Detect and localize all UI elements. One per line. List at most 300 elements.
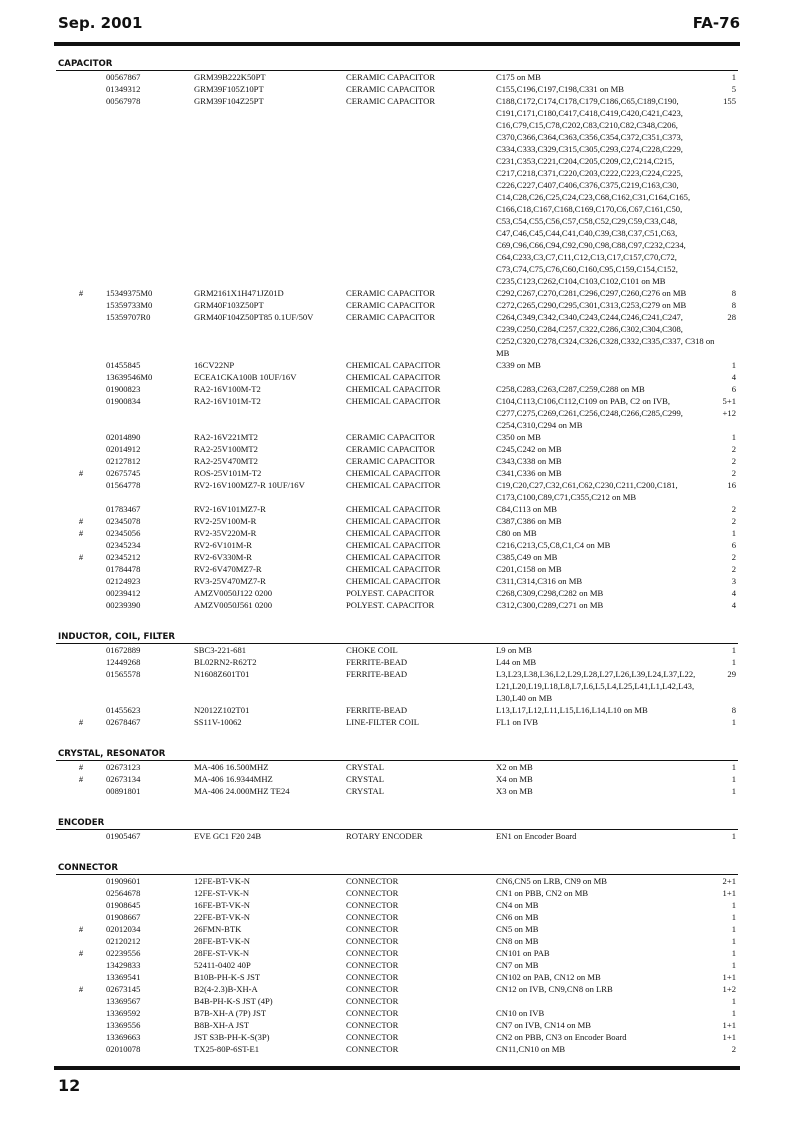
change-mark: #: [78, 948, 84, 958]
location: C80 on MB: [496, 528, 537, 538]
quantity: 16: [727, 480, 736, 490]
part-code: 02345078: [106, 516, 141, 526]
location: CN4 on MB: [496, 900, 539, 910]
part-code: 02239556: [106, 948, 141, 958]
change-mark: [56, 785, 106, 797]
part-code: 01784478: [106, 564, 141, 574]
location: CN12 on IVB, CN9,CN8 on LRB: [496, 984, 613, 994]
table-row: [56, 1007, 738, 1019]
part-number: RV2-6V101M-R: [194, 540, 253, 550]
location: L44 on MB: [496, 657, 537, 667]
quantity: 28: [727, 312, 736, 322]
header-model: FA-76: [692, 14, 740, 32]
part-number: B10B-PH-K-S JST: [194, 972, 261, 982]
section-title: INDUCTOR, COIL, FILTER: [56, 631, 738, 644]
header-date: Sep. 2001: [58, 14, 143, 32]
change-mark: [56, 371, 106, 383]
part-number: GRM39B222K50PT: [194, 72, 266, 82]
part-number: N2012Z102T01: [194, 705, 250, 715]
location: C385,C49 on MB: [496, 552, 558, 562]
part-description: CRYSTAL: [346, 762, 384, 772]
location: C258,C283,C263,C287,C259,C288 on MB: [496, 384, 645, 394]
part-number: SBC3-221-681: [194, 645, 247, 655]
table-row: [56, 947, 738, 959]
table-row: [56, 1019, 738, 1031]
table-row: [56, 875, 738, 887]
part-description: CONNECTOR: [346, 912, 399, 922]
quantity: 6: [731, 540, 736, 550]
change-mark: [56, 1019, 106, 1031]
change-mark: [56, 887, 106, 899]
part-code: 02012034: [106, 924, 141, 934]
table-row: [56, 716, 738, 728]
quantity: 29: [727, 669, 736, 679]
location: CN6,CN5 on LRB, CN9 on MB: [496, 876, 608, 886]
part-code: 02010078: [106, 1044, 141, 1054]
part-description: CRYSTAL: [346, 774, 384, 784]
change-mark: [56, 83, 106, 95]
part-number: GRM39F104Z25PT: [194, 96, 264, 106]
table-row: [56, 455, 738, 467]
section-connector: [56, 862, 738, 1055]
part-code: 12449268: [106, 657, 141, 667]
table-row: [56, 83, 738, 95]
part-description: CERAMIC CAPACITOR: [346, 444, 436, 454]
location: X4 on MB: [496, 774, 533, 784]
part-description: CHEMICAL CAPACITOR: [346, 564, 441, 574]
table-row: [56, 1031, 738, 1043]
part-code: 01905467: [106, 831, 141, 841]
quantity: 2: [731, 1044, 736, 1054]
section-title: CAPACITOR: [56, 58, 738, 71]
part-number: 28FE-BT-VK-N: [194, 936, 251, 946]
part-code: 00239390: [106, 600, 141, 610]
part-description: CHEMICAL CAPACITOR: [346, 468, 441, 478]
change-mark: [56, 299, 106, 311]
part-description: CONNECTOR: [346, 888, 399, 898]
table-row: [56, 371, 738, 383]
quantity: 3: [731, 576, 736, 586]
part-number: JST S3B-PH-K-S(3P): [194, 1032, 270, 1042]
part-description: CERAMIC CAPACITOR: [346, 300, 436, 310]
quantity: 1: [731, 645, 736, 655]
part-description: CHEMICAL CAPACITOR: [346, 372, 441, 382]
part-code: 00567978: [106, 96, 141, 106]
part-description: CONNECTOR: [346, 984, 399, 994]
section-encoder: [56, 817, 738, 842]
location: C292,C267,C270,C281,C296,C297,C260,C276 on MB: [496, 288, 687, 298]
quantity: 1+1: [722, 888, 736, 898]
change-mark: #: [78, 528, 84, 538]
part-number: RA2-16V221MT2: [194, 432, 258, 442]
quantity: 2: [731, 516, 736, 526]
change-mark: [56, 911, 106, 923]
change-mark: [56, 971, 106, 983]
location: C264,C349,C342,C340,C243,C244,C246,C241,C247, C239,C250,C284,C257,C322,C286,C302,C304,C308, C252,C320,C278,C324,C326,C328,C332,C335,C337, C318 on MB: [496, 312, 715, 358]
part-code: 01455623: [106, 705, 141, 715]
part-number: AMZV0050J122 0200: [194, 588, 273, 598]
change-mark: [56, 539, 106, 551]
part-code: 01783467: [106, 504, 141, 514]
part-description: CONNECTOR: [346, 936, 399, 946]
part-code: 13369592: [106, 1008, 141, 1018]
change-mark: [56, 431, 106, 443]
part-number: SS11V-10062: [194, 717, 242, 727]
change-mark: [56, 311, 106, 359]
table-row: [56, 644, 738, 656]
part-number: N1608Z601T01: [194, 669, 250, 679]
part-description: CHEMICAL CAPACITOR: [346, 552, 441, 562]
part-number: RV3-25V470MZ7-R: [194, 576, 266, 586]
quantity: 1: [731, 657, 736, 667]
part-code: 02345234: [106, 540, 141, 550]
quantity: 5+1 +12: [722, 396, 736, 418]
quantity: 1+1: [722, 1032, 736, 1042]
quantity: 4: [731, 600, 736, 610]
part-description: CHEMICAL CAPACITOR: [346, 396, 441, 406]
part-number: RV2-35V220M-R: [194, 528, 257, 538]
table-row: [56, 95, 738, 287]
quantity: 6: [731, 384, 736, 394]
table-row: [56, 527, 738, 539]
location: X3 on MB: [496, 786, 533, 796]
part-code: 01564778: [106, 480, 141, 490]
table-row: [56, 71, 738, 83]
part-number: GRM40F104Z50PT85 0.1UF/50V: [194, 312, 314, 322]
part-code: 13369663: [106, 1032, 141, 1042]
change-mark: #: [78, 924, 84, 934]
change-mark: [56, 704, 106, 716]
part-code: 15359733M0: [106, 300, 153, 310]
part-number: B8B-XH-A JST: [194, 1020, 250, 1030]
quantity: 1: [731, 432, 736, 442]
part-code: 02127812: [106, 456, 141, 466]
table-row: [56, 959, 738, 971]
part-number: RV2-16V101MZ7-R: [194, 504, 266, 514]
part-description: FERRITE-BEAD: [346, 657, 408, 667]
table-row: [56, 995, 738, 1007]
quantity: 2: [731, 504, 736, 514]
table-row: [56, 575, 738, 587]
part-number: RV2-16V100MZ7-R 10UF/16V: [194, 480, 305, 490]
table-row: [56, 887, 738, 899]
quantity: 5: [731, 84, 736, 94]
quantity: 2: [731, 564, 736, 574]
change-mark: [56, 71, 106, 83]
change-mark: [56, 656, 106, 668]
change-mark: #: [78, 552, 84, 562]
part-number: ROS-25V101M-T2: [194, 468, 262, 478]
part-description: ROTARY ENCODER: [346, 831, 423, 841]
part-description: CONNECTOR: [346, 948, 399, 958]
change-mark: [56, 1031, 106, 1043]
quantity: 155: [723, 96, 736, 106]
quantity: 1: [731, 831, 736, 841]
part-description: CHEMICAL CAPACITOR: [346, 576, 441, 586]
quantity: 4: [731, 588, 736, 598]
part-description: CONNECTOR: [346, 996, 399, 1006]
quantity: 2: [731, 456, 736, 466]
part-code: 02014890: [106, 432, 141, 442]
table-row: [56, 761, 738, 773]
table-row: [56, 287, 738, 299]
table-row: [56, 299, 738, 311]
change-mark: #: [78, 762, 84, 772]
part-number: 12FE-BT-VK-N: [194, 876, 251, 886]
part-description: CERAMIC CAPACITOR: [346, 96, 436, 106]
part-code: 02345056: [106, 528, 141, 538]
bottom-rule: [54, 1066, 740, 1070]
part-code: 13369556: [106, 1020, 141, 1030]
quantity: 8: [731, 288, 736, 298]
location: CN1 on PBB, CN2 on MB: [496, 888, 589, 898]
table-row: [56, 503, 738, 515]
part-description: CONNECTOR: [346, 876, 399, 886]
part-code: 02120212: [106, 936, 141, 946]
location: CN8 on MB: [496, 936, 539, 946]
part-description: CONNECTOR: [346, 1032, 399, 1042]
quantity: 1: [731, 786, 736, 796]
change-mark: [56, 395, 106, 431]
section-capacitor: [56, 58, 738, 611]
part-description: CONNECTOR: [346, 900, 399, 910]
quantity: 1: [731, 72, 736, 82]
table-row: [56, 443, 738, 455]
location: C339 on MB: [496, 360, 541, 370]
location: CN5 on MB: [496, 924, 539, 934]
part-code: 02673134: [106, 774, 141, 784]
location: C341,C336 on MB: [496, 468, 562, 478]
table-row: [56, 563, 738, 575]
part-code: 01455845: [106, 360, 141, 370]
part-number: RA2-16V101M-T2: [194, 396, 261, 406]
part-number: RA2-25V470MT2: [194, 456, 258, 466]
section-inductor-coil-filter: [56, 631, 738, 728]
change-mark: [56, 830, 106, 842]
change-mark: #: [78, 717, 84, 727]
change-mark: #: [78, 516, 84, 526]
part-number: GRM40F103Z50PT: [194, 300, 264, 310]
part-number: MA-406 16.500MHZ: [194, 762, 269, 772]
quantity: 1: [731, 717, 736, 727]
quantity: 1: [731, 900, 736, 910]
change-mark: [56, 1007, 106, 1019]
location: CN2 on PBB, CN3 on Encoder Board: [496, 1032, 627, 1042]
table-row: [56, 1043, 738, 1055]
table-row: [56, 656, 738, 668]
part-code: 15359707R0: [106, 312, 151, 322]
part-number: RV2-6V330M-R: [194, 552, 253, 562]
part-description: POLYEST. CAPACITOR: [346, 600, 435, 610]
part-code: 01672889: [106, 645, 141, 655]
part-number: GRM2161X1H471JZ01D: [194, 288, 284, 298]
part-description: CHEMICAL CAPACITOR: [346, 360, 441, 370]
part-code: 00239412: [106, 588, 141, 598]
table-row: [56, 971, 738, 983]
change-mark: [56, 599, 106, 611]
part-code: 13369541: [106, 972, 141, 982]
change-mark: [56, 455, 106, 467]
table-row: [56, 599, 738, 611]
location: C343,C338 on MB: [496, 456, 562, 466]
part-number: EVE GC1 F20 24B: [194, 831, 262, 841]
change-mark: #: [78, 984, 84, 994]
part-code: 01908667: [106, 912, 141, 922]
location: [496, 371, 716, 383]
table-row: [56, 311, 738, 359]
location: C311,C314,C316 on MB: [496, 576, 583, 586]
change-mark: [56, 875, 106, 887]
quantity: 1+2: [722, 984, 736, 994]
location: [496, 995, 716, 1007]
quantity: 8: [731, 300, 736, 310]
part-description: CHEMICAL CAPACITOR: [346, 504, 441, 514]
part-number: B7B-XH-A (7P) JST: [194, 1008, 267, 1018]
part-code: 13369567: [106, 996, 141, 1006]
section-title: CRYSTAL, RESONATOR: [56, 748, 738, 761]
location: CN10 on IVB: [496, 1008, 545, 1018]
quantity: 1: [731, 774, 736, 784]
location: CN7 on IVB, CN14 on MB: [496, 1020, 592, 1030]
part-description: CERAMIC CAPACITOR: [346, 72, 436, 82]
location: C84,C113 on MB: [496, 504, 558, 514]
part-description: CERAMIC CAPACITOR: [346, 456, 436, 466]
table-row: [56, 668, 738, 704]
location: C350 on MB: [496, 432, 541, 442]
part-description: CHEMICAL CAPACITOR: [346, 384, 441, 394]
part-description: CONNECTOR: [346, 1044, 399, 1054]
table-row: [56, 935, 738, 947]
part-number: B4B-PH-K-S JST (4P): [194, 996, 273, 1006]
part-description: CERAMIC CAPACITOR: [346, 432, 436, 442]
part-number: ECEA1CKA100B 10UF/16V: [194, 372, 297, 382]
table-row: [56, 395, 738, 431]
part-code: 01909601: [106, 876, 141, 886]
section-title: CONNECTOR: [56, 862, 738, 875]
quantity: 1: [731, 1008, 736, 1018]
change-mark: #: [78, 774, 84, 784]
part-code: 01908645: [106, 900, 141, 910]
part-description: CRYSTAL: [346, 786, 384, 796]
location: C245,C242 on MB: [496, 444, 562, 454]
part-code: 13639546M0: [106, 372, 153, 382]
table-row: [56, 551, 738, 563]
part-description: CERAMIC CAPACITOR: [346, 84, 436, 94]
location: C272,C265,C290,C295,C301,C313,C253,C279 on MB: [496, 300, 687, 310]
part-number: GRM39F105Z10PT: [194, 84, 264, 94]
part-description: CHEMICAL CAPACITOR: [346, 516, 441, 526]
part-number: 52411-0402 40P: [194, 960, 251, 970]
part-code: 02124923: [106, 576, 141, 586]
quantity: 1: [731, 528, 736, 538]
location: C312,C300,C289,C271 on MB: [496, 600, 604, 610]
part-code: 01349312: [106, 84, 141, 94]
table-row: [56, 479, 738, 503]
part-number: RA2-16V100M-T2: [194, 384, 261, 394]
table-row: [56, 830, 738, 842]
page-header: [58, 14, 740, 36]
quantity: 1: [731, 912, 736, 922]
change-mark: [56, 359, 106, 371]
part-number: B2(4-2.3)B-XH-A: [194, 984, 258, 994]
quantity: 1+1: [722, 1020, 736, 1030]
location: C175 on MB: [496, 72, 541, 82]
location: CN7 on MB: [496, 960, 539, 970]
location: L13,L17,L12,L11,L15,L16,L14,L10 on MB: [496, 705, 648, 715]
part-code: 02014912: [106, 444, 141, 454]
part-description: CERAMIC CAPACITOR: [346, 312, 436, 322]
change-mark: [56, 899, 106, 911]
quantity: 1: [731, 762, 736, 772]
part-number: AMZV0050J561 0200: [194, 600, 273, 610]
location: CN6 on MB: [496, 912, 539, 922]
quantity: 1: [731, 960, 736, 970]
quantity: 8: [731, 705, 736, 715]
section-title: ENCODER: [56, 817, 738, 830]
page-number: 12: [58, 1076, 81, 1095]
quantity: 2: [731, 444, 736, 454]
part-number: 12FE-ST-VK-N: [194, 888, 250, 898]
top-rule: [54, 42, 740, 46]
part-code: 02673123: [106, 762, 141, 772]
part-description: CHEMICAL CAPACITOR: [346, 480, 441, 490]
change-mark: [56, 959, 106, 971]
location: CN102 on PAB, CN12 on MB: [496, 972, 601, 982]
quantity: 2: [731, 468, 736, 478]
part-number: RV2-25V100M-R: [194, 516, 257, 526]
change-mark: [56, 563, 106, 575]
change-mark: [56, 587, 106, 599]
part-description: CHEMICAL CAPACITOR: [346, 540, 441, 550]
part-description: CONNECTOR: [346, 1020, 399, 1030]
part-description: CHOKE COIL: [346, 645, 398, 655]
part-description: CERAMIC CAPACITOR: [346, 288, 436, 298]
change-mark: [56, 443, 106, 455]
quantity: 4: [731, 372, 736, 382]
location: C19,C20,C27,C32,C61,C62,C230,C211,C200,C181, C173,C100,C89,C71,C355,C212 on MB: [496, 480, 678, 502]
location: C155,C196,C197,C198,C331 on MB: [496, 84, 624, 94]
change-mark: [56, 95, 106, 287]
quantity: 2+1: [722, 876, 736, 886]
change-mark: [56, 1043, 106, 1055]
part-description: CONNECTOR: [346, 960, 399, 970]
table-row: [56, 785, 738, 797]
change-mark: [56, 479, 106, 503]
part-description: CONNECTOR: [346, 972, 399, 982]
location: C216,C213,C5,C8,C1,C4 on MB: [496, 540, 611, 550]
part-code: 02673145: [106, 984, 141, 994]
part-code: 01900823: [106, 384, 141, 394]
quantity: 1: [731, 924, 736, 934]
location: C268,C309,C298,C282 on MB: [496, 588, 604, 598]
part-description: POLYEST. CAPACITOR: [346, 588, 435, 598]
part-code: 00891801: [106, 786, 141, 796]
change-mark: [56, 644, 106, 656]
table-row: [56, 899, 738, 911]
table-row: [56, 467, 738, 479]
location: L9 on MB: [496, 645, 532, 655]
change-mark: [56, 668, 106, 704]
parts-list: [56, 58, 738, 1075]
part-number: RA2-25V100MT2: [194, 444, 258, 454]
table-row: [56, 983, 738, 995]
part-description: FERRITE-BEAD: [346, 705, 408, 715]
location: L3,L23,L38,L36,L2,L29,L28,L27,L26,L39,L24,L37,L22, L21,L20,L19,L18,L8,L7,L6,L5,L4,L25,L41,L1,L42,L43, L30,L40 on MB: [496, 669, 696, 703]
location: C201,C158 on MB: [496, 564, 562, 574]
part-description: CONNECTOR: [346, 1008, 399, 1018]
part-number: BL02RN2-R62T2: [194, 657, 257, 667]
table-row: [56, 383, 738, 395]
